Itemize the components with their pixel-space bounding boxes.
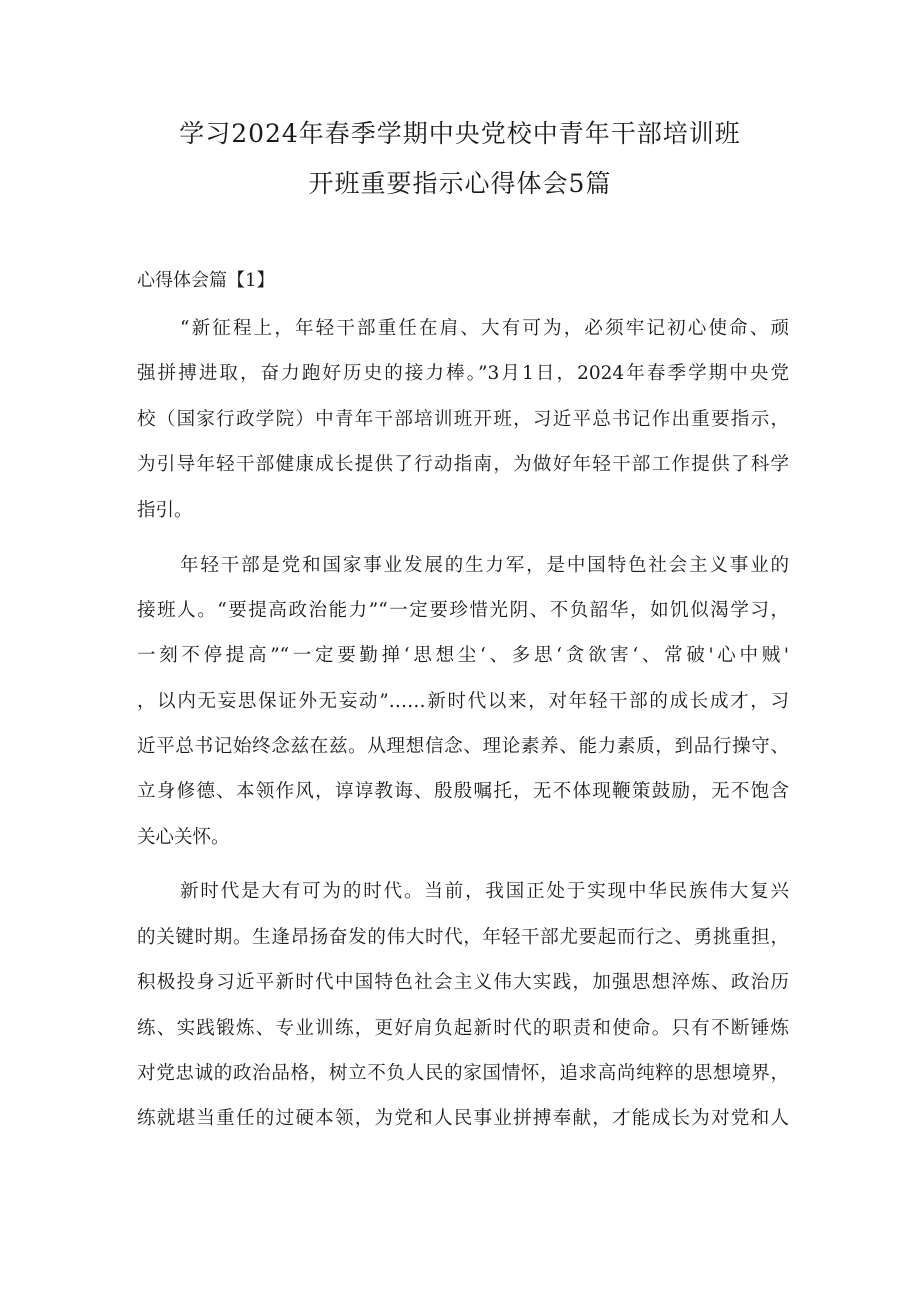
paragraph-3-line-6: 练就堪当重任的过硬本领，为党和人民事业拼搏奉献，才能成长为对党和人 [137, 1108, 789, 1129]
paragraph-2-line-6: 立身修德、本领作风，谆谆教诲、殷殷嘱托，无不体现鞭策鼓励，无不饱含 [137, 781, 789, 802]
document-title-line-2: 开班重要指示心得体会5篇 [308, 169, 612, 198]
paragraph-1-line-1: “新征程上，年轻干部重任在肩、大有可为，必须牢记初心使命、顽 [180, 318, 789, 339]
paragraph-3-line-5: 对党忠诚的政治品格，树立不负人民的家国情怀，追求高尚纯粹的思想境界， [137, 1063, 789, 1084]
section-heading: 心得体会篇【1】 [137, 270, 275, 291]
paragraph-2-line-4: ，以内无妄思保证外无妄动”……新时代以来，对年轻干部的成长成才，习 [137, 691, 789, 712]
paragraph-3-line-2: 的关键时期。生逢昂扬奋发的伟大时代，年轻干部尤要起而行之、勇挑重担， [137, 927, 789, 948]
paragraph-2-line-2: 接班人。“要提高政治能力”“一定要珍惜光阴、不负韶华，如饥似渴学习， [137, 600, 789, 621]
paragraph-1-line-5: 指引。 [137, 500, 193, 521]
paragraph-3-line-3: 积极投身习近平新时代中国特色社会主义伟大实践，加强思想淬炼、政治历 [137, 972, 789, 993]
document-title-line-1: 学习2024年春季学期中央党校中青年干部培训班 [179, 119, 741, 148]
paragraph-2-line-3: 一刻不停提高”“一定要勤掸‘思想尘‘、多思‘贪欲害‘、常破'心中贼' [137, 645, 789, 666]
paragraph-3-line-4: 练、实践锻炼、专业训练，更好肩负起新时代的职责和使命。只有不断锤炼 [137, 1018, 789, 1039]
paragraph-1-line-2: 强拼搏进取，奋力跑好历史的接力棒。”3月1日，2024年春季学期中央党 [137, 363, 789, 384]
paragraph-3-line-1: 新时代是大有可为的时代。当前，我国正处于实现中华民族伟大复兴 [180, 881, 789, 902]
paragraph-2-line-7: 关心关怀。 [137, 827, 230, 848]
paragraph-2-line-1: 年轻干部是党和国家事业发展的生力军，是中国特色社会主义事业的 [180, 555, 789, 576]
paragraph-1-line-4: 为引导年轻干部健康成长提供了行动指南，为做好年轻干部工作提供了科学 [137, 454, 789, 475]
paragraph-2-line-5: 近平总书记始终念兹在兹。从理想信念、理论素养、能力素质，到品行操守、 [137, 736, 789, 757]
paragraph-1-line-3: 校（国家行政学院）中青年干部培训班开班，习近平总书记作出重要指示， [137, 409, 789, 430]
